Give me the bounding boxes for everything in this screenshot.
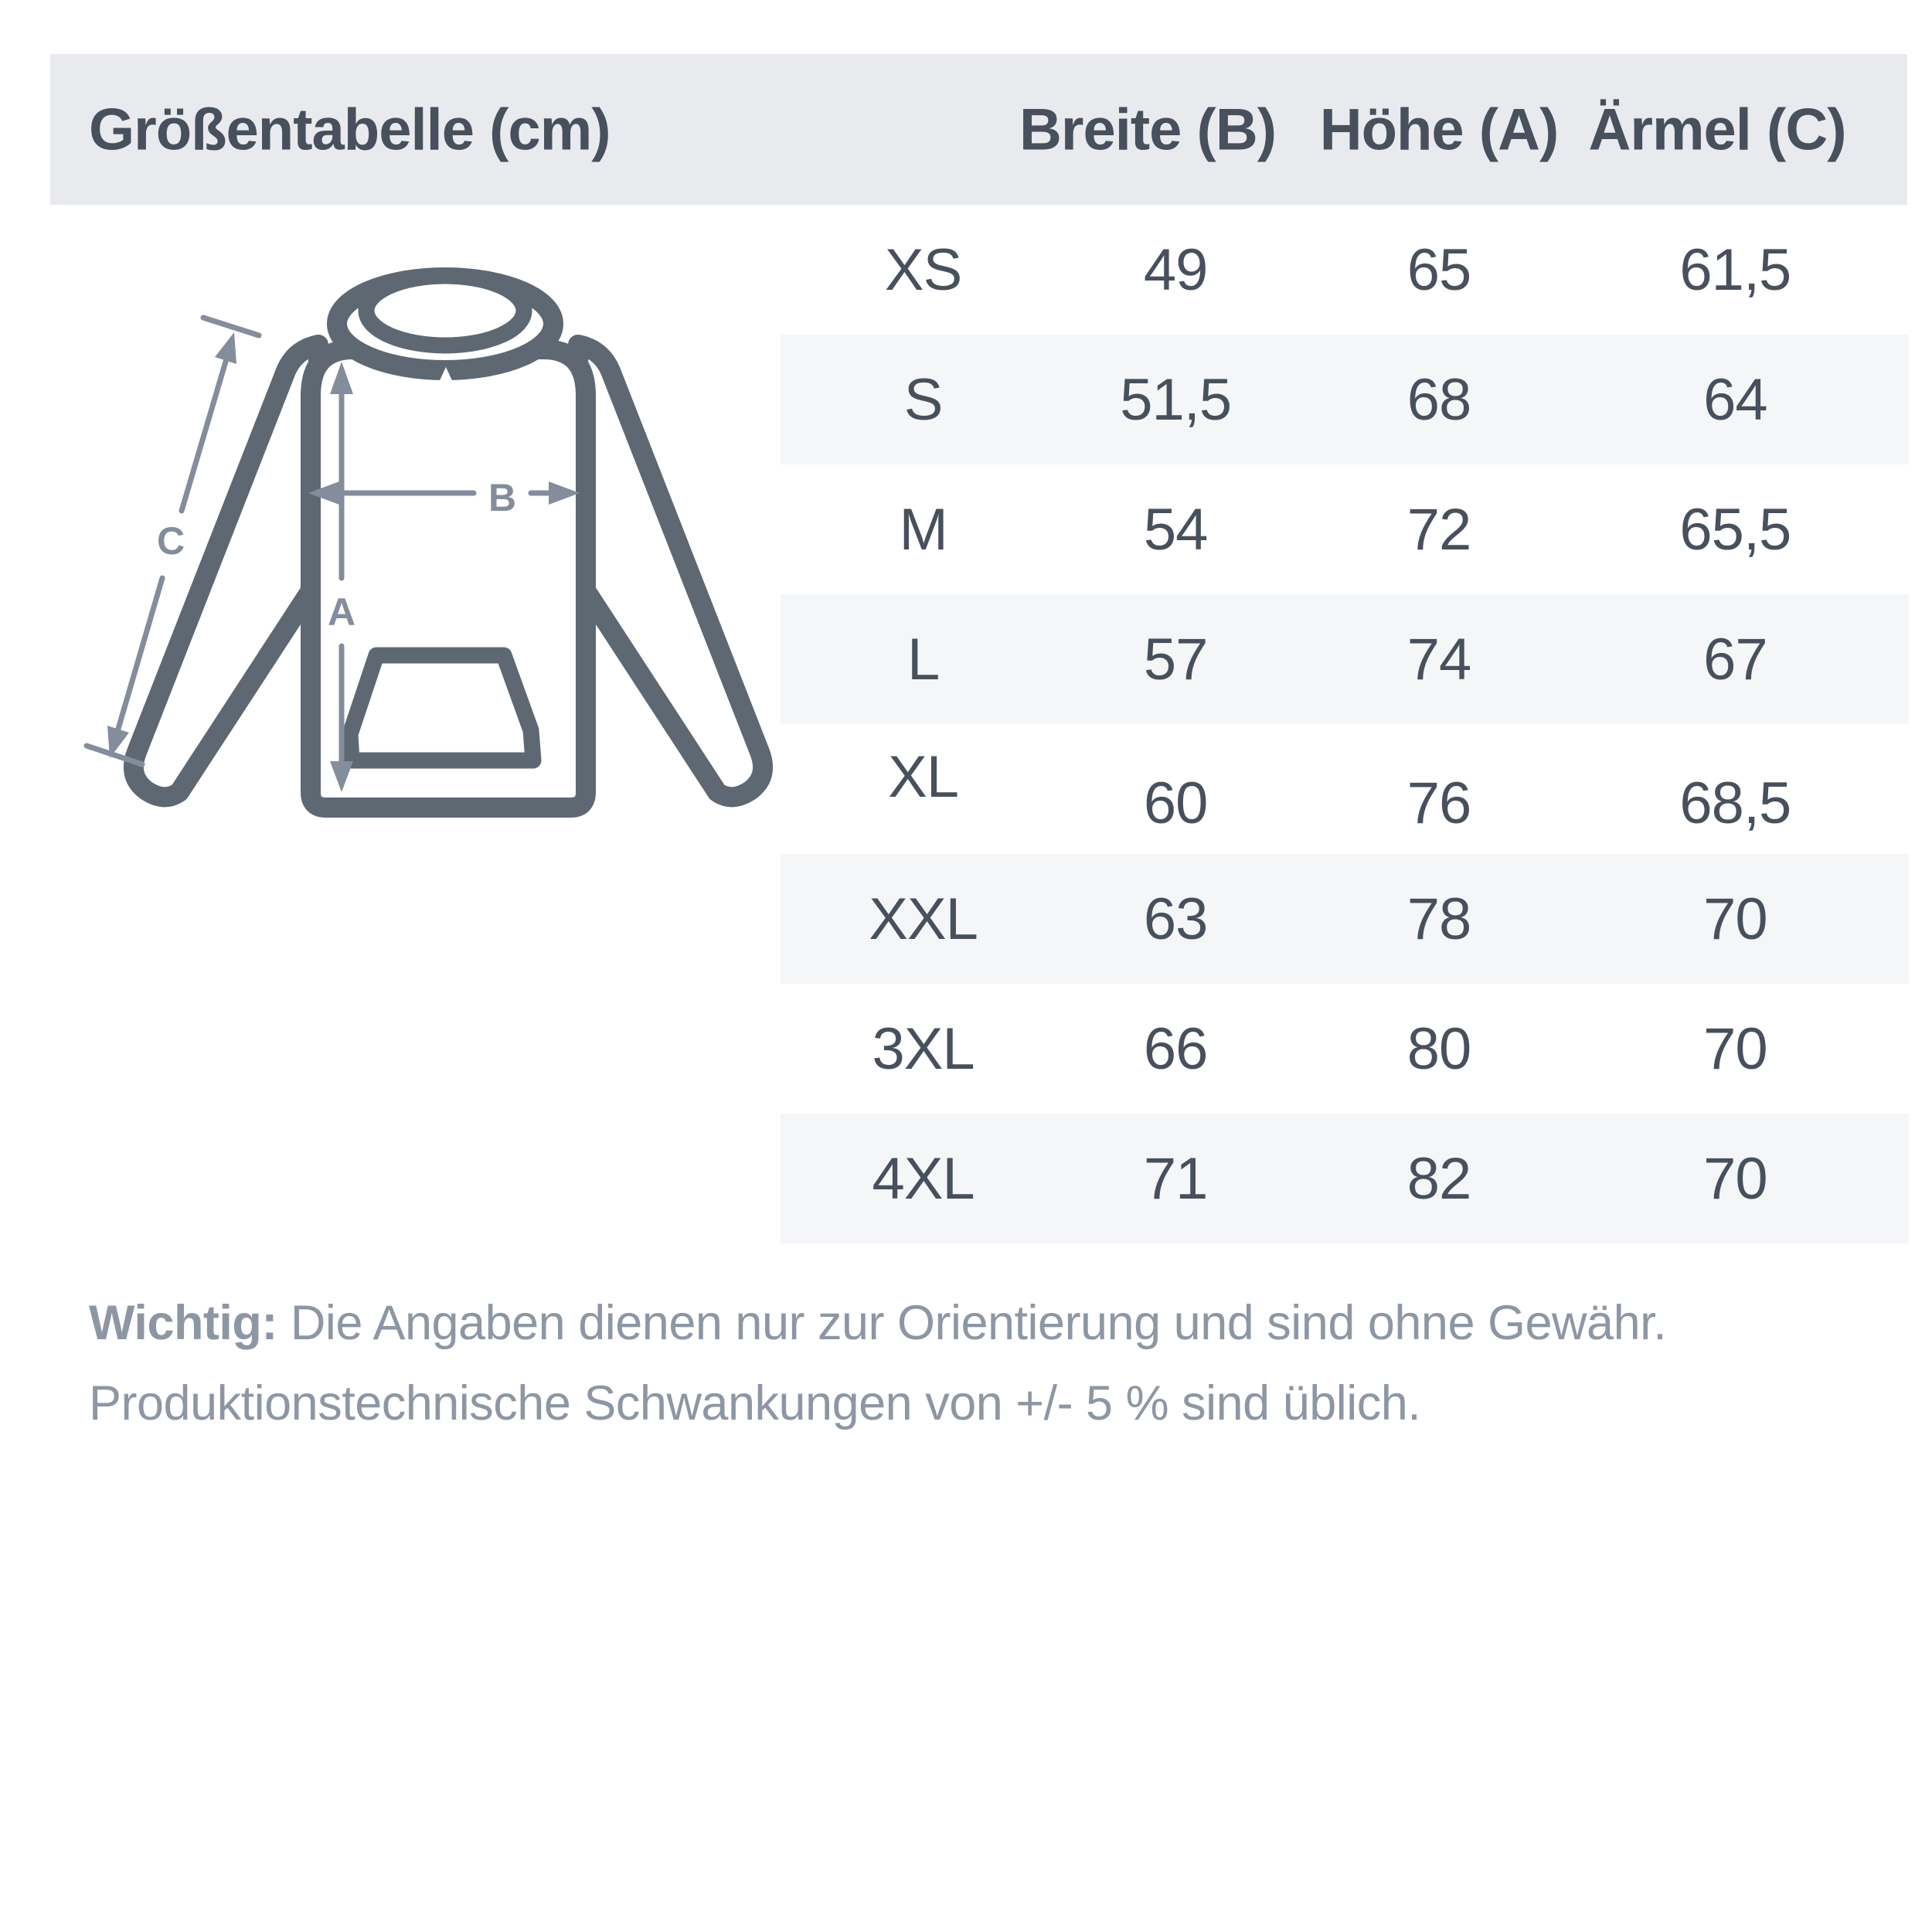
column-header-aermel: Ärmel (C) xyxy=(1588,97,1846,162)
table-row-m xyxy=(781,464,1909,594)
aermel-cell: 70 xyxy=(1703,886,1767,952)
footer-note xyxy=(89,1283,1859,1444)
dim-label-b: B xyxy=(488,476,517,519)
size-cell: M xyxy=(899,496,947,563)
hoodie-left-sleeve xyxy=(134,345,318,797)
dim-label-a: A xyxy=(327,590,356,634)
page-title: Größentabelle (cm) xyxy=(89,97,611,162)
hoehe-cell: 65 xyxy=(1406,236,1471,303)
table-row-s xyxy=(781,335,1909,464)
breite-cell: 63 xyxy=(1143,886,1208,952)
aermel-cell: 70 xyxy=(1703,1015,1767,1082)
breite-cell: 57 xyxy=(1143,626,1208,692)
footer-line-2: Produktionstechnische Schwankungen von +/- 5 % sind üblich. xyxy=(89,1376,1421,1430)
dim-c-line-top xyxy=(182,362,226,511)
footer-text-1: Die Angaben dienen nur zur Orientierung und sind ohne Gewähr. xyxy=(290,1296,1667,1350)
hoehe-cell: 68 xyxy=(1406,366,1471,433)
size-cell: L xyxy=(906,626,940,692)
aermel-cell: 61,5 xyxy=(1679,236,1791,303)
dim-label-c: C xyxy=(156,519,185,563)
size-cell: XL xyxy=(888,743,959,810)
footer-lead: Wichtig: xyxy=(89,1296,277,1350)
breite-cell: 71 xyxy=(1143,1145,1208,1212)
column-header-breite: Breite (B) xyxy=(1019,97,1277,162)
size-cell: XXL xyxy=(869,886,978,952)
column-header-hoehe: Höhe (A) xyxy=(1319,97,1559,162)
dim-c-tick-top xyxy=(203,318,259,335)
hood-inner-ring xyxy=(366,276,524,345)
hoodie-pocket xyxy=(350,655,533,760)
hoehe-cell: 80 xyxy=(1406,1015,1471,1082)
hoehe-cell: 72 xyxy=(1406,496,1471,563)
breite-cell: 49 xyxy=(1143,236,1208,303)
breite-cell: 60 xyxy=(1143,770,1208,836)
table-row-xl xyxy=(781,724,1909,854)
table-row-xxl xyxy=(781,854,1909,984)
hoehe-cell: 82 xyxy=(1406,1145,1471,1212)
breite-cell: 51,5 xyxy=(1120,366,1232,433)
table-row-xs xyxy=(781,205,1909,335)
hoehe-cell: 74 xyxy=(1406,626,1471,692)
breite-cell: 66 xyxy=(1143,1015,1208,1082)
hoehe-cell: 76 xyxy=(1406,770,1471,836)
table-row-l xyxy=(781,594,1909,724)
hoehe-cell: 78 xyxy=(1406,886,1471,952)
size-cell: XS xyxy=(884,236,962,303)
size-table xyxy=(781,205,1909,1243)
size-cell: 4XL xyxy=(872,1145,975,1212)
aermel-cell: 68,5 xyxy=(1679,770,1791,836)
aermel-cell: 64 xyxy=(1703,366,1767,433)
hoodie-illustration xyxy=(46,139,819,912)
footer-line-1 xyxy=(89,1283,1859,1363)
aermel-cell: 65,5 xyxy=(1679,496,1791,563)
aermel-cell: 67 xyxy=(1703,626,1767,692)
size-cell: S xyxy=(903,366,943,433)
dim-c-arrowhead-up xyxy=(215,332,236,364)
aermel-cell: 70 xyxy=(1703,1145,1767,1212)
hoodie-measurement-diagram xyxy=(46,139,819,912)
size-cell: 3XL xyxy=(872,1015,975,1082)
hoodie-right-sleeve xyxy=(578,345,763,797)
breite-cell: 54 xyxy=(1143,496,1208,563)
table-row-4xl xyxy=(781,1114,1909,1243)
table-row-3xl xyxy=(781,984,1909,1114)
